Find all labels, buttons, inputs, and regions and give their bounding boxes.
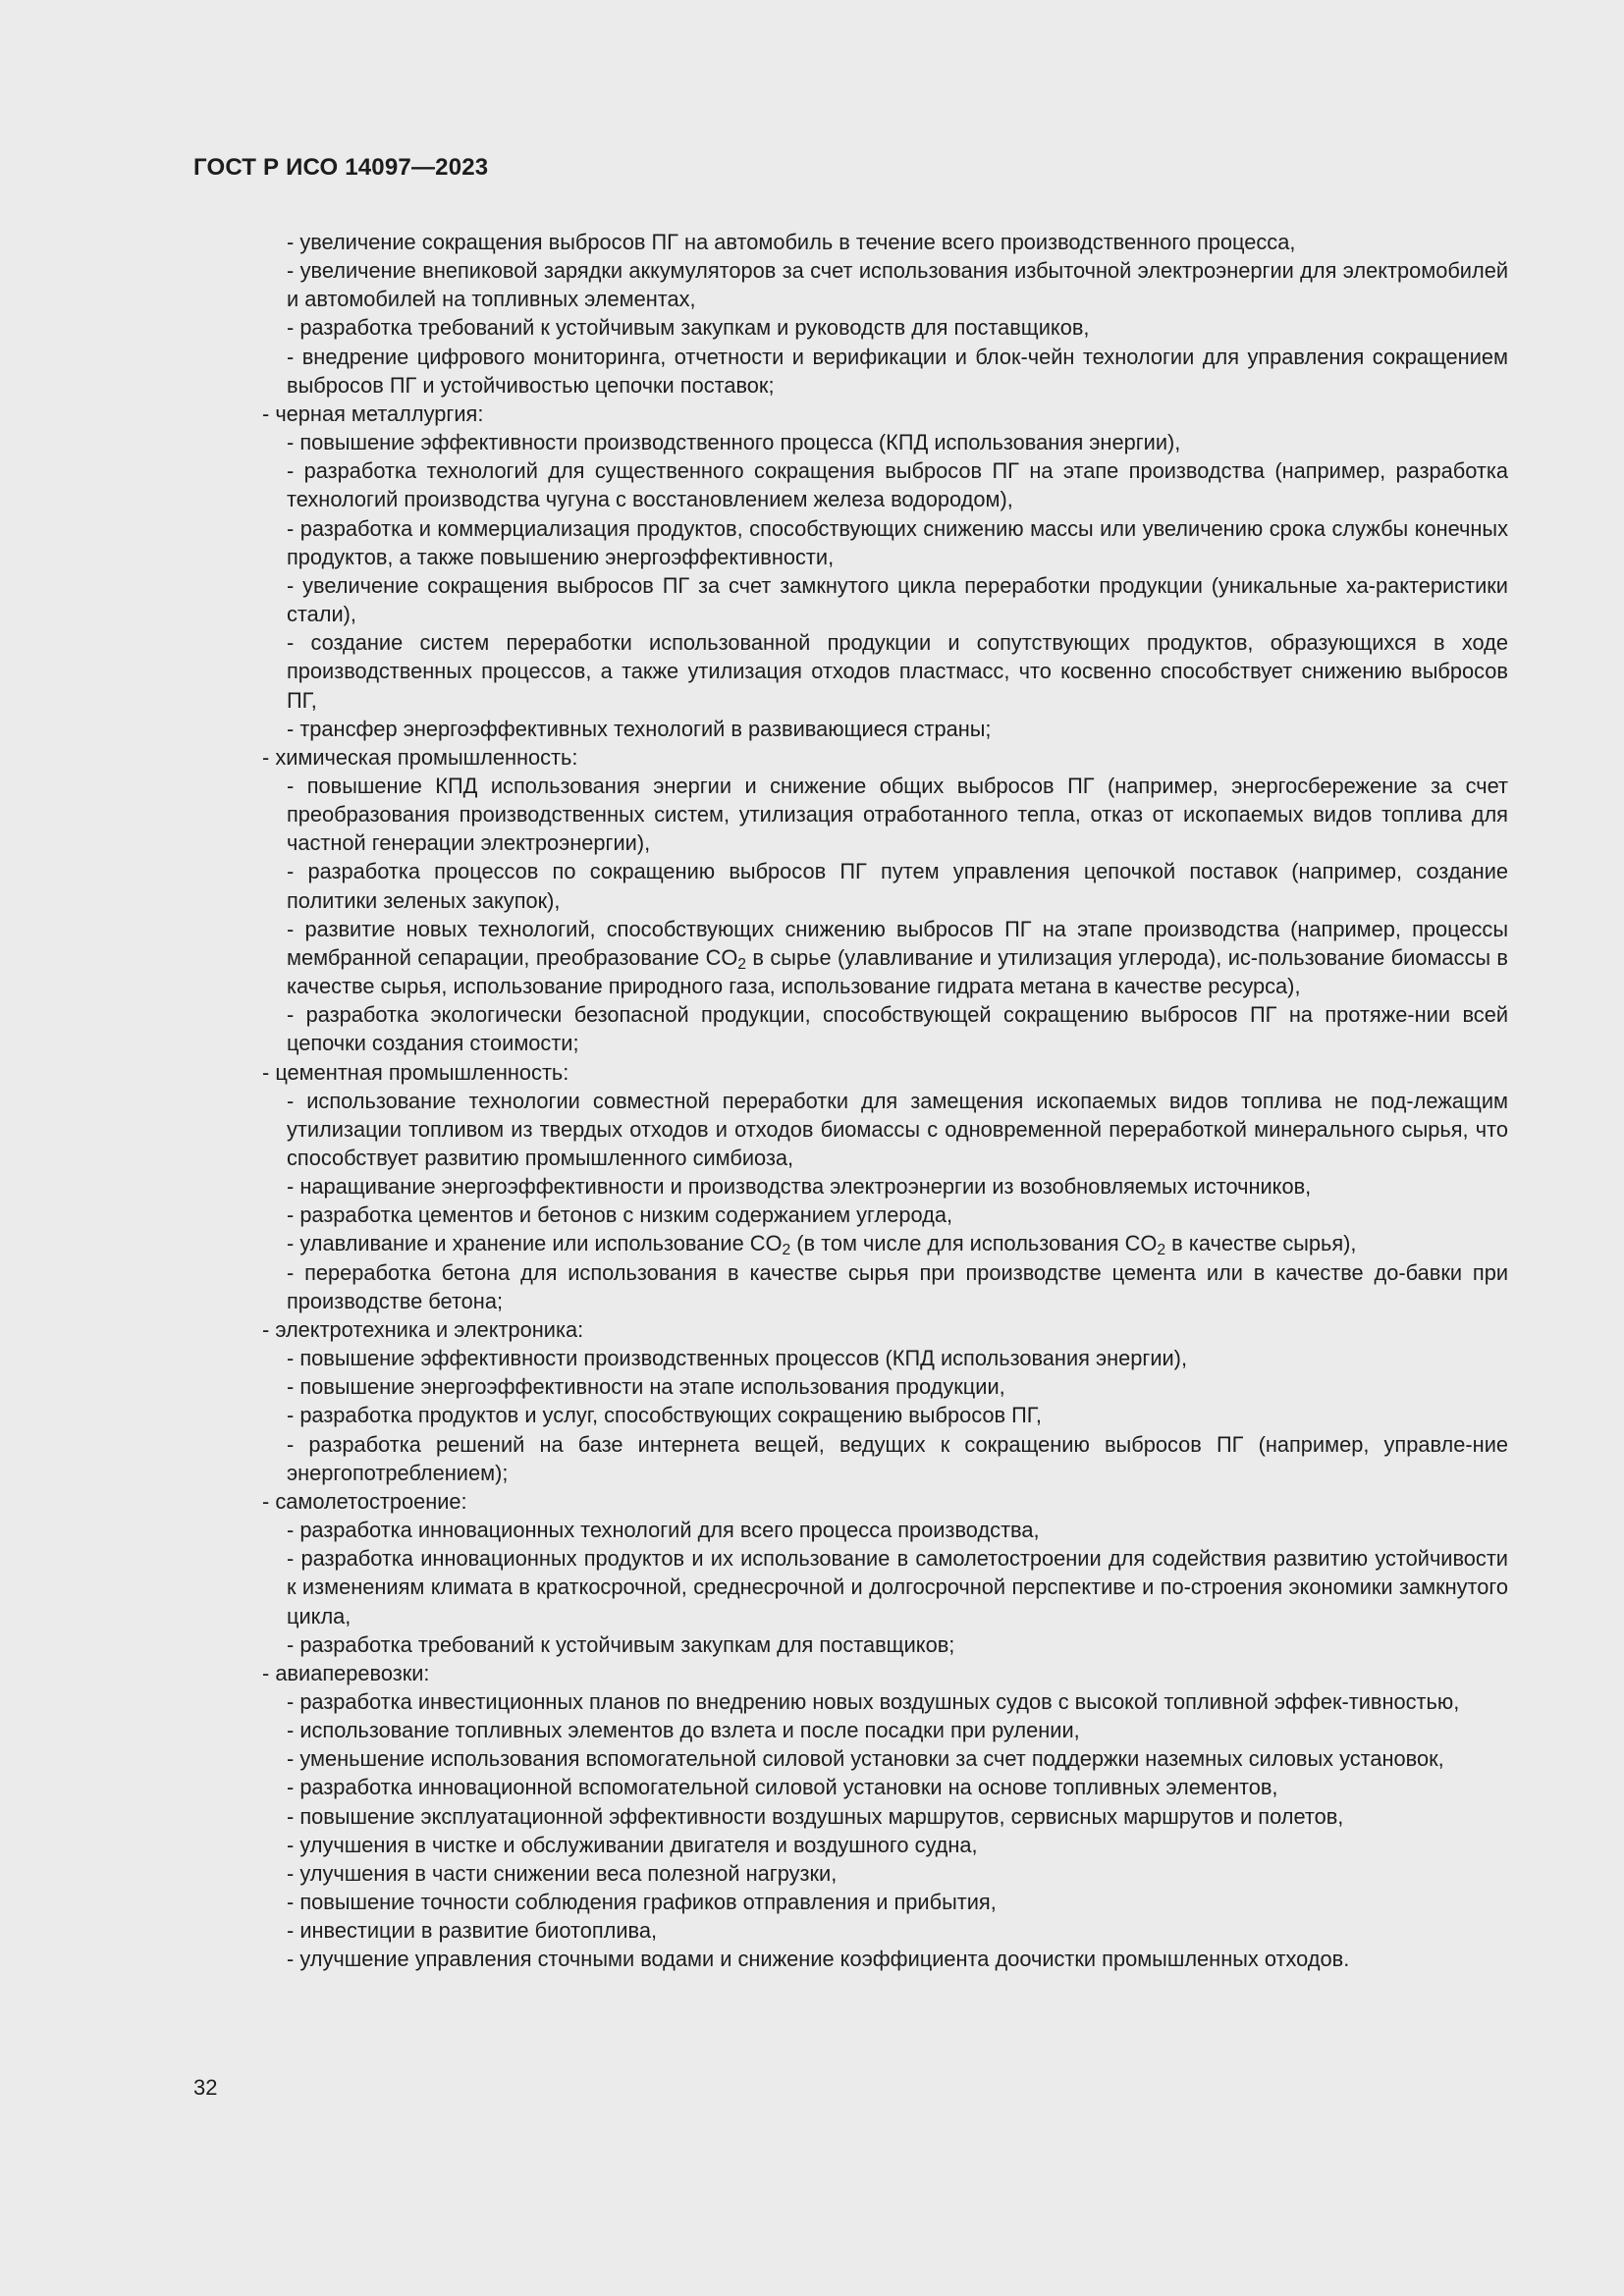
document-body xyxy=(262,228,1508,1974)
list-item-text: - использование топливных элементов до взлета и после посадки при рулении, xyxy=(287,1718,1080,1743)
list-item xyxy=(287,343,1508,400)
list-item-text: - разработка инновационных технологий для всего процесса производства, xyxy=(287,1518,1040,1543)
list-item xyxy=(287,571,1508,628)
list-item xyxy=(287,857,1508,914)
list-item xyxy=(287,514,1508,571)
list-item-text: - повышение эксплуатационной эффективности воздушных маршрутов, сервисных маршрутов и полетов, xyxy=(287,1803,1344,1829)
list-item xyxy=(287,715,1508,743)
list-item-text: - разработка инвестиционных планов по внедрению новых воздушных судов с высокой топливной эффек-тивностью, xyxy=(287,1688,1460,1714)
list-item-text: - разработка требований к устойчивым закупкам для поставщиков; xyxy=(287,1631,955,1657)
list-item xyxy=(287,1831,1508,1859)
list-item-text: - электротехника и электроника: xyxy=(262,1316,584,1342)
subscript: 2 xyxy=(782,1242,791,1259)
list-item-text: - улучшения в чистке и обслуживании двигателя и воздушного судна, xyxy=(287,1832,978,1857)
list-item xyxy=(287,1516,1508,1544)
list-item xyxy=(287,1000,1508,1057)
list-item xyxy=(287,1172,1508,1201)
list-item-text: - разработка решений на базе интернета вещей, ведущих к сокращению выбросов ПГ (например, управле-ние энергопотреблением); xyxy=(287,1431,1508,1485)
list-item-text: - улучшения в части снижении веса полезной нагрузки, xyxy=(287,1860,838,1886)
list-item-text: - разработка инновационной вспомогательной силовой установки на основе топливных элементов, xyxy=(287,1775,1278,1800)
list-item-text: - разработка процессов по сокращению выбросов ПГ путем управления цепочкой поставок (например, создание политики зеленых закупок), xyxy=(287,859,1508,913)
list-item-text: - химическая промышленность: xyxy=(262,744,578,770)
list-item-text: - разработка продуктов и услуг, способствующих сокращению выбросов ПГ, xyxy=(287,1403,1042,1428)
list-item-text: - самолетостроение: xyxy=(262,1488,467,1514)
list-item-text: - уменьшение использования вспомогательной силовой установки за счет поддержки наземных силовых установок, xyxy=(287,1746,1444,1772)
list-item-text: - авиаперевозки: xyxy=(262,1660,430,1685)
list-item xyxy=(287,1544,1508,1629)
list-item xyxy=(287,1888,1508,1916)
list-heading xyxy=(262,1315,1508,1344)
list-item xyxy=(287,1229,1508,1257)
list-item-text: в качестве сырья), xyxy=(1165,1231,1357,1256)
list-item-text: - разработка и коммерциализация продуктов, способствующих снижению массы или увеличению срока службы конечных продуктов, а также повышению энергоэффективности, xyxy=(287,515,1508,569)
document-code: ГОСТ Р ИСО 14097—2023 xyxy=(193,154,489,181)
list-item-text: - повышение эффективности производственного процесса (КПД использования энергии), xyxy=(287,430,1181,455)
list-item-text: - повышение КПД использования энергии и снижение общих выбросов ПГ (например, энергосбережение за счет преобразования производственных систем, утилизация отработанного тепла, отказ от ископаемых видов топлива для частной генерации электроэнергии), xyxy=(287,773,1508,856)
list-item-text: - повышение эффективности производственных процессов (КПД использования энергии), xyxy=(287,1346,1188,1371)
list-item xyxy=(287,256,1508,313)
list-item-text: в сырье (улавливание и утилизация углерода), ис-пользование биомассы в качестве сырья, использование природного газа, использование гидрата метана в качестве ресурса), xyxy=(287,944,1509,999)
list-item xyxy=(287,1430,1508,1487)
list-item xyxy=(287,1087,1508,1172)
list-item-text: - создание систем переработки использованной продукции и сопутствующих продуктов, образующихся в ходе производственных процессов, а также утилизация отходов пластмасс, что косвенно способствует снижению выбросов ПГ, xyxy=(287,630,1508,713)
list-item-text: - черная металлургия: xyxy=(262,400,484,426)
list-item xyxy=(287,313,1508,342)
list-item-text: - трансфер энергоэффективных технологий в развивающиеся страны; xyxy=(287,716,992,741)
list-item-text: - повышение точности соблюдения графиков отправления и прибытия, xyxy=(287,1890,997,1915)
list-item xyxy=(287,228,1508,256)
list-item xyxy=(287,456,1508,513)
subscript: 2 xyxy=(737,955,747,973)
list-item xyxy=(287,1258,1508,1315)
list-item-text: - переработка бетона для использования в качестве сырья при производстве цемента или в качестве до-бавки при производстве бетона; xyxy=(287,1259,1508,1313)
list-item xyxy=(287,1802,1508,1831)
list-item-text: - улучшение управления сточными водами и снижение коэффициента доочистки промышленных отходов. xyxy=(287,1947,1350,1972)
list-heading xyxy=(262,1659,1508,1687)
list-item-text: - увеличение сокращения выбросов ПГ на автомобиль в течение всего производственного процесса, xyxy=(287,230,1296,254)
list-item-text: - разработка инновационных продуктов и их использование в самолетостроении для содействия развитию устойчивости к изменениям климата в краткосрочной, среднесрочной и долгосрочной перспективе и по-строения экономики замкнутого цикла, xyxy=(287,1546,1508,1629)
list-heading xyxy=(262,1487,1508,1516)
list-item xyxy=(287,1916,1508,1945)
list-heading xyxy=(262,743,1508,772)
list-item-text: - внедрение цифрового мониторинга, отчетности и верификации и блок-чейн технологии для управления сокращением выбросов ПГ и устойчивостью цепочки поставок; xyxy=(287,344,1508,398)
subscript: 2 xyxy=(1157,1242,1166,1259)
list-item-text: - разработка технологий для существенного сокращения выбросов ПГ на этапе производства (например, разработка технологий производства чугуна с восстановлением железа водородом), xyxy=(287,458,1508,512)
list-item xyxy=(287,1372,1508,1401)
list-item-text: - увеличение внепиковой зарядки аккумуляторов за счет использования избыточной электроэнергии для электромобилей и автомобилей на топливных элементах, xyxy=(287,258,1508,312)
list-heading xyxy=(262,1058,1508,1087)
list-item xyxy=(287,1945,1508,1973)
list-item xyxy=(287,1773,1508,1801)
list-item xyxy=(287,1344,1508,1372)
list-item xyxy=(287,1859,1508,1888)
list-item-text: - инвестиции в развитие биотоплива, xyxy=(287,1918,658,1944)
list-item xyxy=(287,1716,1508,1744)
list-item-text: - цементная промышленность: xyxy=(262,1059,569,1085)
list-item xyxy=(287,628,1508,714)
list-item-text: - повышение энергоэффективности на этапе использования продукции, xyxy=(287,1374,1005,1400)
page-number: 32 xyxy=(193,2075,218,2100)
list-item xyxy=(287,1401,1508,1429)
list-item-text: - разработка цементов и бетонов с низким содержанием углерода, xyxy=(287,1202,953,1228)
list-item xyxy=(287,428,1508,456)
list-item-text: (в том числе для использования CO xyxy=(790,1231,1158,1256)
list-heading xyxy=(262,400,1508,428)
list-item-text: - наращивание энергоэффективности и производства электроэнергии из возобновляемых источников, xyxy=(287,1174,1312,1200)
list-item xyxy=(287,1687,1508,1716)
list-item-text: - разработка экологически безопасной продукции, способствующей сокращению выбросов ПГ на протяже-нии всей цепочки создания стоимости; xyxy=(287,1002,1508,1056)
list-item xyxy=(287,915,1508,1000)
list-item xyxy=(287,1201,1508,1229)
list-item-text: - увеличение сокращения выбросов ПГ за счет замкнутого цикла переработки продукции (уникальные ха-рактеристики стали), xyxy=(287,572,1508,627)
list-item xyxy=(287,772,1508,857)
list-item-text: - разработка требований к устойчивым закупкам и руководств для поставщиков, xyxy=(287,315,1090,341)
list-item xyxy=(287,1744,1508,1773)
list-item-text: - развитие новых технологий, способствующих снижению выбросов ПГ на этапе производства (например, процессы мембранной сепарации, преобразование CO xyxy=(287,916,1508,970)
list-item xyxy=(287,1630,1508,1659)
list-item-text: - улавливание и хранение или использование CO xyxy=(287,1231,783,1256)
list-item-text: - использование технологии совместной переработки для замещения ископаемых видов топлива не под-лежащим утилизации топливом из твердых отходов и отходов биомассы с одновременной переработкой минерального сырья, что способствует развитию промышленного симбиоза, xyxy=(287,1088,1508,1170)
